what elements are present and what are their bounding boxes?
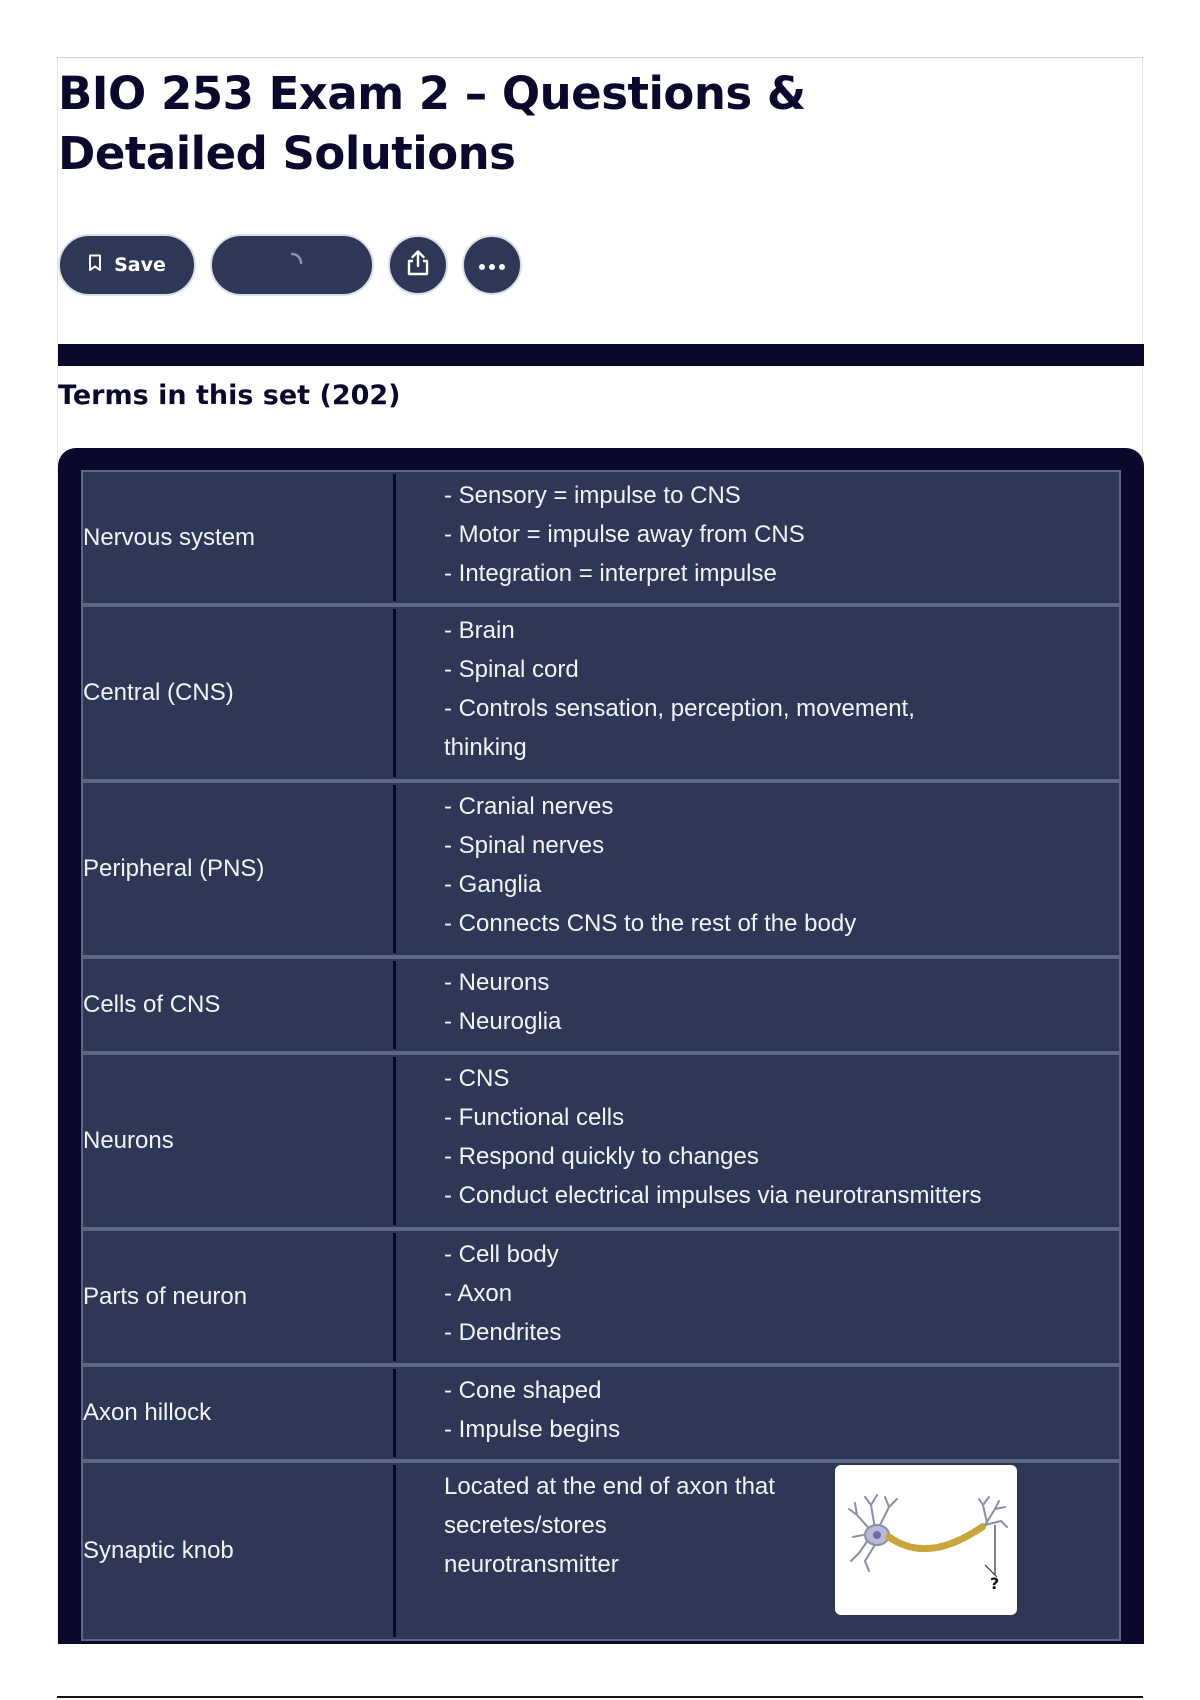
more-icon	[478, 254, 506, 276]
page-title: BIO 253 Exam 2 – Questions & Detailed Solutions	[58, 67, 806, 180]
term-definition	[396, 472, 1119, 603]
term-label: Cells of CNS	[83, 991, 221, 1018]
terms-card	[58, 448, 1144, 1644]
more-options-button[interactable]	[462, 235, 522, 295]
loading-button[interactable]	[210, 234, 374, 296]
term-label: Peripheral (PNS)	[83, 855, 265, 882]
definition-line: - Dendrites	[444, 1319, 562, 1346]
definition-line: - Connects CNS to the rest of the body	[444, 910, 857, 937]
term-label: Synaptic knob	[83, 1537, 234, 1564]
term-row[interactable]	[81, 1461, 1121, 1641]
term-definition	[396, 607, 1119, 779]
definition-line: - Integration = interpret impulse	[444, 560, 777, 587]
term-row[interactable]	[81, 781, 1121, 957]
term-row[interactable]	[81, 470, 1121, 605]
term-label: Central (CNS)	[83, 679, 234, 706]
diagram-label: ?	[990, 1574, 1000, 1593]
definition-line: - Neurons	[444, 969, 550, 996]
term-definition	[396, 1231, 1119, 1363]
term-label: Nervous system	[83, 523, 256, 551]
definition-line: - Controls sensation, perception, movement,	[444, 695, 915, 722]
definition-line: - Cone shaped	[444, 1377, 602, 1404]
definition-line: - Impulse begins	[444, 1416, 621, 1443]
definition-line: - CNS	[444, 1065, 510, 1092]
term-label: Axon hillock	[83, 1399, 212, 1426]
terms-heading: Terms in this set (202)	[58, 380, 401, 411]
bookmark-icon	[88, 254, 102, 277]
definition-line: - Motor = impulse away from CNS	[444, 521, 805, 548]
definition-line: - Functional cells	[444, 1104, 625, 1131]
definition-line: Located at the end of axon that	[444, 1473, 775, 1500]
term-definition	[396, 1367, 1119, 1459]
save-button-label: Save	[114, 254, 166, 276]
definition-line: - Respond quickly to changes	[444, 1143, 759, 1170]
definition-line: - Brain	[444, 617, 515, 644]
definition-line: secretes/stores	[444, 1512, 607, 1539]
page-bottom-rule	[57, 1696, 1143, 1698]
definition-line: - Sensory = impulse to CNS	[444, 482, 741, 509]
definition-line: - Cranial nerves	[444, 793, 614, 820]
definition-line: - Spinal cord	[444, 656, 579, 683]
definition-line: neurotransmitter	[444, 1551, 619, 1578]
term-row[interactable]	[81, 605, 1121, 781]
term-definition	[396, 959, 1119, 1051]
share-button[interactable]	[388, 235, 448, 295]
term-row[interactable]	[81, 1229, 1121, 1365]
definition-line: - Cell body	[444, 1241, 559, 1268]
neuron-diagram-icon[interactable]	[835, 1465, 1017, 1615]
term-row[interactable]	[81, 957, 1121, 1053]
spinner-icon	[280, 251, 304, 280]
definition-line: - Ganglia	[444, 871, 542, 898]
action-toolbar	[58, 234, 522, 296]
definition-line: - Conduct electrical impulses via neurotransmitters	[444, 1182, 982, 1209]
term-definition	[396, 1055, 1119, 1227]
term-definition	[396, 783, 1119, 955]
definition-line: - Spinal nerves	[444, 832, 605, 859]
definition-line: - Neuroglia	[444, 1008, 562, 1035]
term-row[interactable]	[81, 1053, 1121, 1229]
definition-line: thinking	[444, 734, 527, 761]
section-divider	[58, 344, 1144, 366]
save-button[interactable]	[58, 234, 196, 296]
share-icon	[405, 249, 431, 282]
terms-list	[81, 470, 1121, 1641]
term-label: Parts of neuron	[83, 1283, 248, 1310]
term-row[interactable]	[81, 1365, 1121, 1461]
definition-line: - Axon	[444, 1280, 513, 1307]
study-set-page	[57, 57, 1143, 1643]
term-label: Neurons	[83, 1127, 174, 1154]
